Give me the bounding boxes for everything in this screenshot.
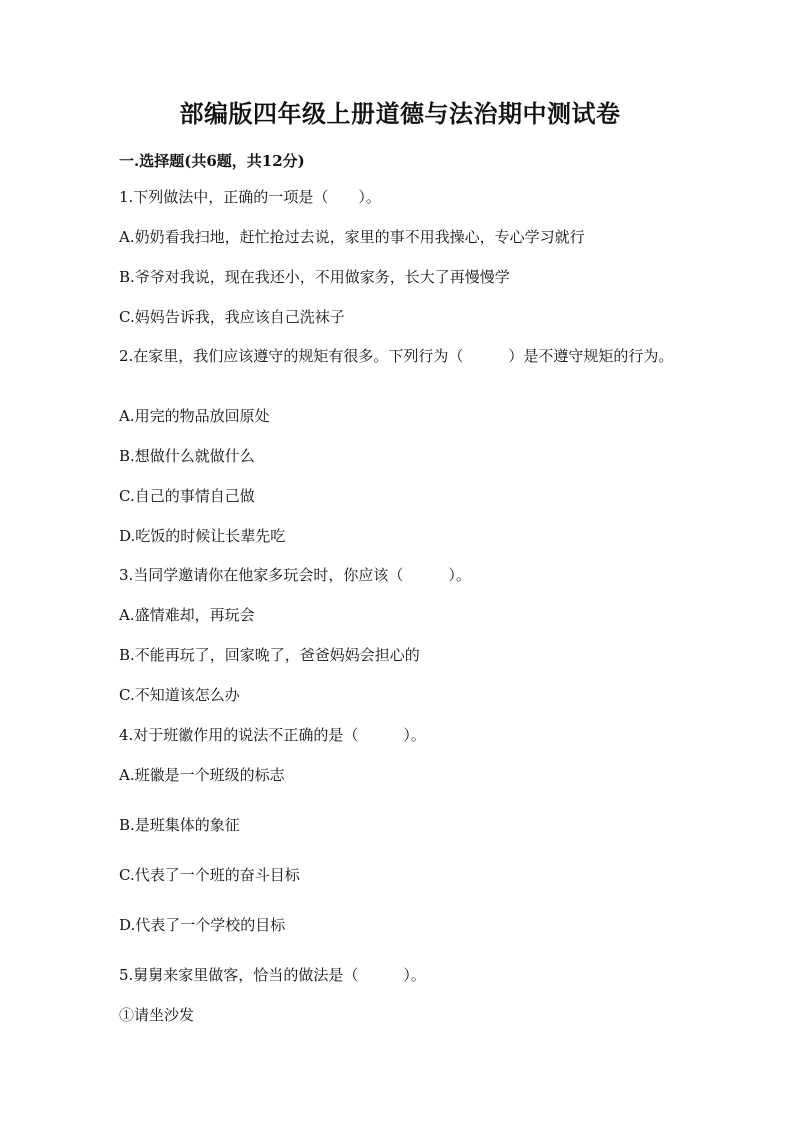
question-5-stem: 5.舅舅来家里做客，恰当的做法是（ ）。 [119,966,426,984]
question-1-stem: 1.下列做法中，正确的一项是（ ）。 [119,188,381,206]
section-heading: 一.选择题(共6题，共12分) [119,152,305,170]
question-4-option-a: A.班徽是一个班级的标志 [119,766,285,784]
question-4-option-b: B.是班集体的象征 [119,816,240,834]
question-4-option-c: C.代表了一个班的奋斗目标 [119,866,300,884]
question-2-stem: 2.在家里，我们应该遵守的规矩有很多。下列行为（ ）是不遵守规矩的行为。 [119,347,674,365]
question-3-stem: 3.当同学邀请你在他家多玩会时，你应该（ ）。 [119,566,471,584]
question-3-option-c: C.不知道该怎么办 [119,686,240,704]
question-1-option-b: B.爷爷对我说，现在我还小，不用做家务，长大了再慢慢学 [119,268,510,286]
question-4-option-d: D.代表了一个学校的目标 [119,916,286,934]
question-2-option-b: B.想做什么就做什么 [119,447,255,465]
question-1-option-c: C.妈妈告诉我，我应该自己洗袜子 [119,308,345,326]
question-2-option-c: C.自己的事情自己做 [119,487,255,505]
question-3-option-a: A.盛情难却，再玩会 [119,606,255,624]
question-2-option-a: A.用完的物品放回原处 [119,407,270,425]
question-4-stem: 4.对于班徽作用的说法不正确的是（ ）。 [119,726,426,744]
page-title: 部编版四年级上册道德与法治期中测试卷 [179,99,621,128]
question-1-option-a: A.奶奶看我扫地，赶忙抢过去说，家里的事不用我操心，专心学习就行 [119,228,585,246]
question-3-option-b: B.不能再玩了，回家晚了，爸爸妈妈会担心的 [119,646,420,664]
question-5-option-1: ①请坐沙发 [119,1006,195,1024]
question-2-option-d: D.吃饭的时候让长辈先吃 [119,527,286,545]
